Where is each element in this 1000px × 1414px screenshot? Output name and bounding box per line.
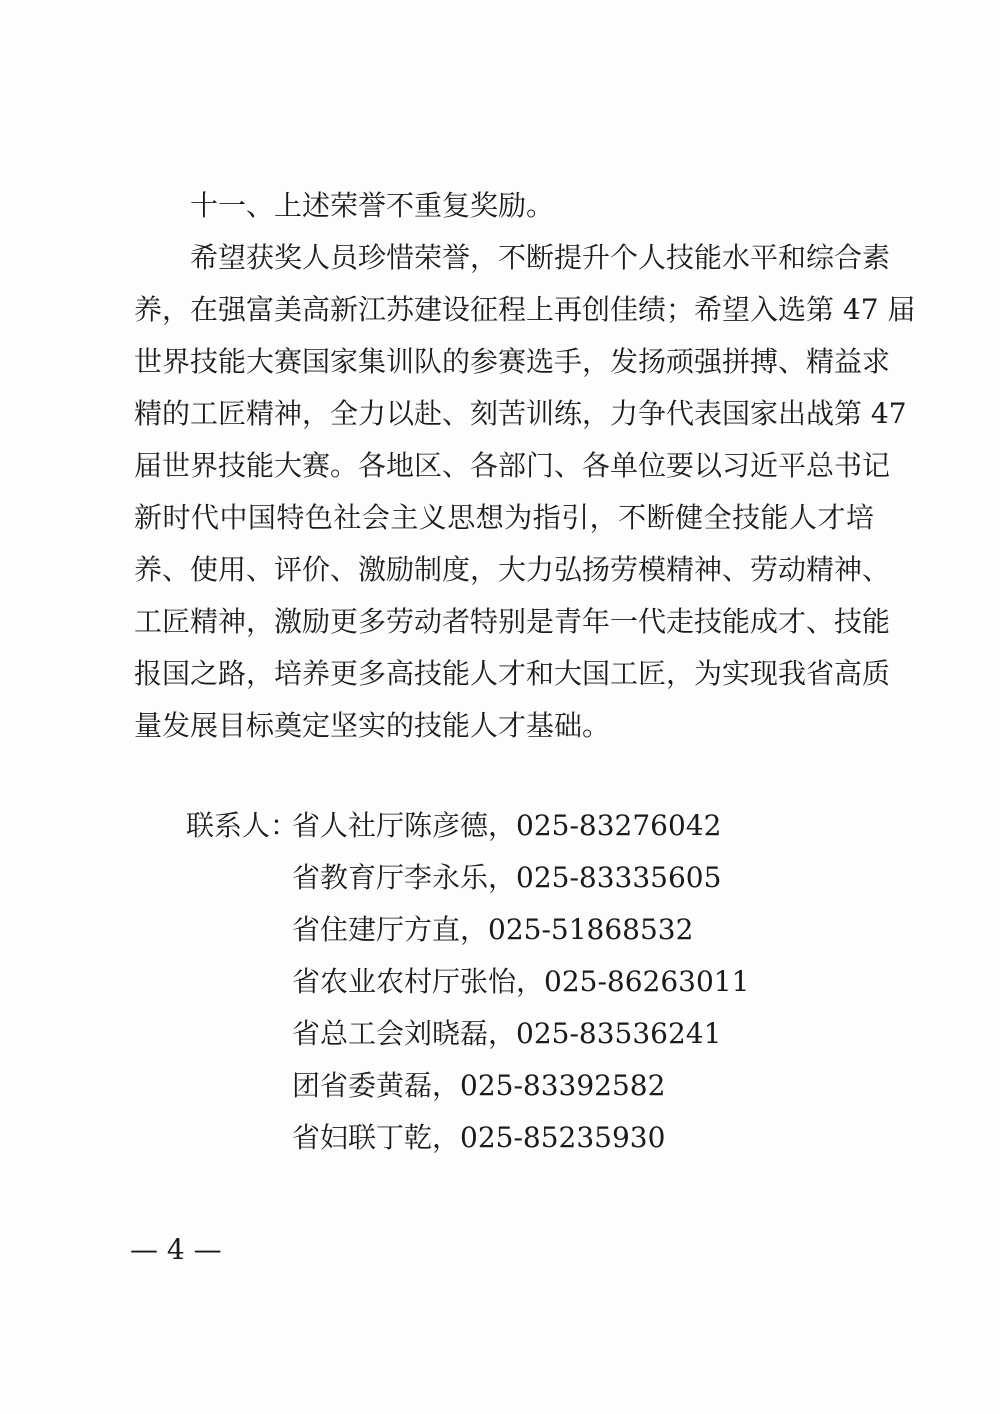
item-eleven: 十一、上述荣誉不重复奖励。 [190,189,555,222]
paragraph-line: 世界技能大赛国家集训队的参赛选手，发扬顽强拼搏、精益求 [134,345,891,378]
paragraph-line: 工匠精神，激励更多劳动者特别是青年一代走技能成才、技能 [134,605,891,638]
page-number: — 4 — [130,1233,222,1266]
paragraph-line: 届世界技能大赛。各地区、各部门、各单位要以习近平总书记 [134,449,891,482]
paragraph-line: 新时代中国特色社会主义思想为指引，不断健全技能人才培 [134,501,874,534]
paragraph-line: 养，在强富美高新江苏建设征程上再创佳绩；希望入选第 47 届 [134,293,916,326]
paragraph-line: 报国之路，培养更多高技能人才和大国工匠，为实现我省高质 [134,657,891,690]
contact-entry: 省总工会刘晓磊，025-83536241 [292,1017,722,1050]
paragraph-line: 养、使用、评价、激励制度，大力弘扬劳模精神、劳动精神、 [134,553,891,586]
paragraph-line: 希望获奖人员珍惜荣誉，不断提升个人技能水平和综合素 [190,241,891,274]
contact-entry: 省农业农村厅张怡，025-86263011 [292,965,750,998]
contact-entry: 省妇联丁乾，025-85235930 [292,1121,666,1154]
contact-entry: 省教育厅李永乐，025-83335605 [292,861,722,894]
contact-entry: 团省委黄磊，025-83392582 [292,1069,666,1102]
paragraph-line: 量发展目标奠定坚实的技能人才基础。 [134,709,611,742]
paragraph-line: 精的工匠精神，全力以赴、刻苦训练，力争代表国家出战第 47 [134,397,907,430]
contact-entry: 省住建厅方直，025-51868532 [292,913,694,946]
contacts-label: 联系人： [186,809,299,842]
contact-entry: 省人社厅陈彦德，025-83276042 [292,809,722,842]
